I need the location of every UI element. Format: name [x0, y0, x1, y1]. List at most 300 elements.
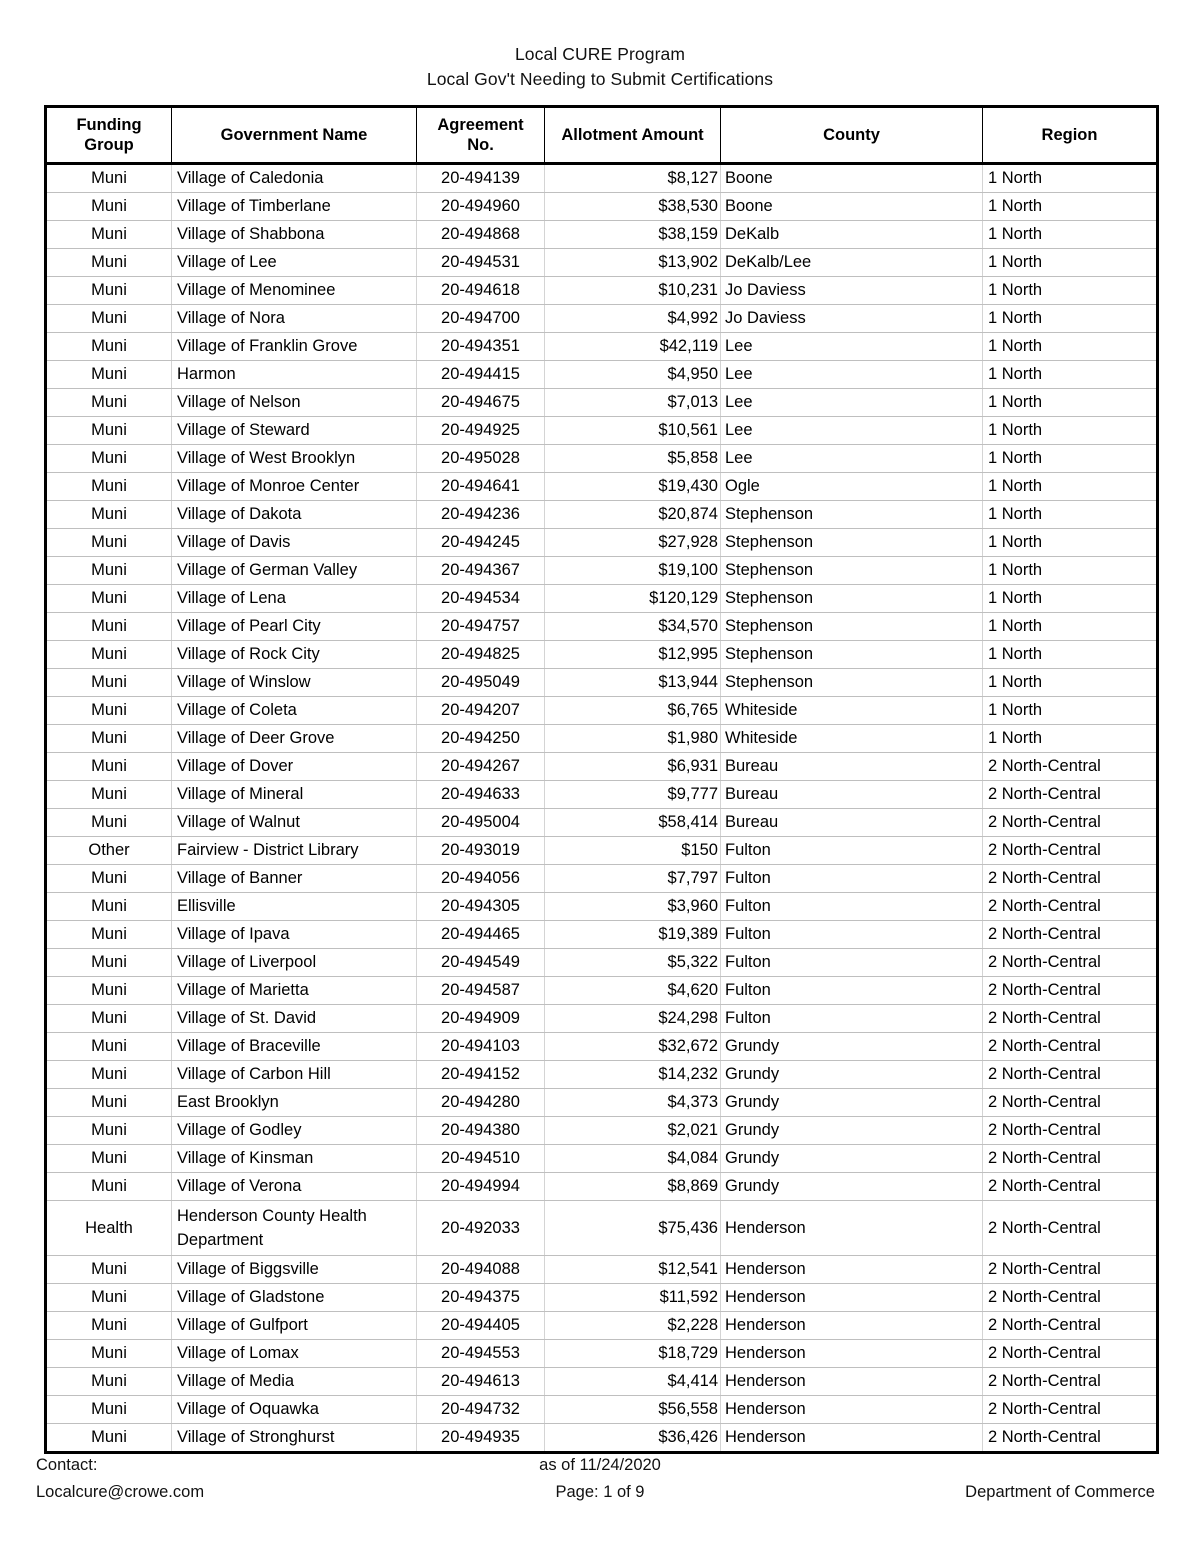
table-row — [46, 1284, 1158, 1312]
cell-government-name: Ellisville — [172, 893, 417, 921]
table-row — [46, 1396, 1158, 1424]
table-row — [46, 221, 1158, 249]
cell-agreement-no: 20-494415 — [417, 361, 545, 389]
cell-county: Grundy — [721, 1089, 983, 1117]
cell-county: Fulton — [721, 1005, 983, 1033]
cell-allotment-amount: $11,592 — [545, 1284, 721, 1312]
cell-agreement-no: 20-494531 — [417, 249, 545, 277]
cell-region: 1 North — [983, 361, 1158, 389]
cell-funding-group: Muni — [46, 249, 172, 277]
table-row — [46, 585, 1158, 613]
cell-region: 2 North-Central — [983, 837, 1158, 865]
cell-allotment-amount: $18,729 — [545, 1340, 721, 1368]
table-row — [46, 1312, 1158, 1340]
cell-agreement-no: 20-494553 — [417, 1340, 545, 1368]
cell-region: 2 North-Central — [983, 949, 1158, 977]
cell-allotment-amount: $8,869 — [545, 1173, 721, 1201]
table-row — [46, 1424, 1158, 1453]
cell-agreement-no: 20-494375 — [417, 1284, 545, 1312]
cell-agreement-no: 20-494613 — [417, 1368, 545, 1396]
cell-region: 2 North-Central — [983, 1033, 1158, 1061]
cell-agreement-no: 20-494139 — [417, 164, 545, 193]
cell-region: 2 North-Central — [983, 1424, 1158, 1453]
cell-county: Henderson — [721, 1201, 983, 1256]
cell-county: Lee — [721, 389, 983, 417]
cell-region: 2 North-Central — [983, 1005, 1158, 1033]
cell-agreement-no: 20-495049 — [417, 669, 545, 697]
cell-agreement-no: 20-494267 — [417, 753, 545, 781]
cell-agreement-no: 20-494994 — [417, 1173, 545, 1201]
cell-region: 1 North — [983, 613, 1158, 641]
cell-funding-group: Other — [46, 837, 172, 865]
cell-funding-group: Muni — [46, 1368, 172, 1396]
cell-region: 2 North-Central — [983, 921, 1158, 949]
cell-county: Henderson — [721, 1284, 983, 1312]
cell-allotment-amount: $56,558 — [545, 1396, 721, 1424]
cell-county: Stephenson — [721, 585, 983, 613]
cell-funding-group: Health — [46, 1201, 172, 1256]
cell-government-name: Village of Deer Grove — [172, 725, 417, 753]
cell-funding-group: Muni — [46, 921, 172, 949]
cell-agreement-no: 20-494510 — [417, 1145, 545, 1173]
cell-region: 2 North-Central — [983, 809, 1158, 837]
cell-funding-group: Muni — [46, 697, 172, 725]
cell-region: 1 North — [983, 725, 1158, 753]
cell-funding-group: Muni — [46, 1117, 172, 1145]
table-row — [46, 613, 1158, 641]
cell-region: 1 North — [983, 305, 1158, 333]
table-row — [46, 753, 1158, 781]
certifications-table-wrapper — [44, 105, 1156, 1454]
table-row — [46, 361, 1158, 389]
cell-funding-group: Muni — [46, 417, 172, 445]
column-header-government-name: Government Name — [172, 107, 417, 164]
table-row — [46, 305, 1158, 333]
cell-county: Henderson — [721, 1424, 983, 1453]
page-footer — [0, 1452, 1200, 1532]
cell-allotment-amount: $75,436 — [545, 1201, 721, 1256]
cell-government-name: Village of Dakota — [172, 501, 417, 529]
table-row — [46, 249, 1158, 277]
cell-county: Jo Daviess — [721, 305, 983, 333]
cell-funding-group: Muni — [46, 1005, 172, 1033]
table-row — [46, 445, 1158, 473]
table-row — [46, 1117, 1158, 1145]
cell-government-name: Village of Marietta — [172, 977, 417, 1005]
cell-region: 1 North — [983, 501, 1158, 529]
cell-region: 2 North-Central — [983, 977, 1158, 1005]
cell-region: 1 North — [983, 193, 1158, 221]
cell-allotment-amount: $38,530 — [545, 193, 721, 221]
table-row — [46, 1061, 1158, 1089]
cell-funding-group: Muni — [46, 1396, 172, 1424]
cell-allotment-amount: $32,672 — [545, 1033, 721, 1061]
cell-government-name: Village of Media — [172, 1368, 417, 1396]
cell-government-name: Village of Liverpool — [172, 949, 417, 977]
column-header-agreement-no-line2: No. — [467, 136, 494, 154]
cell-funding-group: Muni — [46, 809, 172, 837]
table-row — [46, 1256, 1158, 1284]
table-row — [46, 1145, 1158, 1173]
cell-agreement-no: 20-492033 — [417, 1201, 545, 1256]
footer-row-top — [0, 1452, 1200, 1479]
cell-agreement-no: 20-494925 — [417, 417, 545, 445]
cell-agreement-no: 20-494088 — [417, 1256, 545, 1284]
cell-county: Fulton — [721, 921, 983, 949]
cell-agreement-no: 20-494909 — [417, 1005, 545, 1033]
cell-agreement-no: 20-494245 — [417, 529, 545, 557]
cell-allotment-amount: $3,960 — [545, 893, 721, 921]
cell-county: Fulton — [721, 865, 983, 893]
table-row — [46, 669, 1158, 697]
footer-contact-label: Contact: — [36, 1456, 98, 1474]
cell-funding-group: Muni — [46, 1312, 172, 1340]
cell-allotment-amount: $4,084 — [545, 1145, 721, 1173]
cell-region: 2 North-Central — [983, 1173, 1158, 1201]
table-row — [46, 501, 1158, 529]
column-header-agreement-no-line1: Agreement — [437, 116, 524, 134]
cell-region: 1 North — [983, 473, 1158, 501]
cell-county: Bureau — [721, 781, 983, 809]
cell-agreement-no: 20-494351 — [417, 333, 545, 361]
table-row — [46, 725, 1158, 753]
table-row — [46, 1368, 1158, 1396]
cell-funding-group: Muni — [46, 193, 172, 221]
cell-region: 1 North — [983, 221, 1158, 249]
cell-funding-group: Muni — [46, 333, 172, 361]
cell-county: Lee — [721, 445, 983, 473]
cell-funding-group: Muni — [46, 585, 172, 613]
cell-funding-group: Muni — [46, 1145, 172, 1173]
cell-allotment-amount: $19,100 — [545, 557, 721, 585]
cell-county: Fulton — [721, 837, 983, 865]
cell-allotment-amount: $150 — [545, 837, 721, 865]
cell-funding-group: Muni — [46, 1173, 172, 1201]
cell-government-name: Village of Caledonia — [172, 164, 417, 193]
table-row — [46, 277, 1158, 305]
cell-county: DeKalb — [721, 221, 983, 249]
cell-government-name: Village of Verona — [172, 1173, 417, 1201]
cell-allotment-amount: $36,426 — [545, 1424, 721, 1453]
cell-agreement-no: 20-495004 — [417, 809, 545, 837]
table-row — [46, 1340, 1158, 1368]
cell-region: 2 North-Central — [983, 1061, 1158, 1089]
cell-county: Fulton — [721, 893, 983, 921]
cell-region: 2 North-Central — [983, 865, 1158, 893]
cell-agreement-no: 20-494618 — [417, 277, 545, 305]
cell-agreement-no: 20-494103 — [417, 1033, 545, 1061]
column-header-allotment-amount: Allotment Amount — [545, 107, 721, 164]
cell-funding-group: Muni — [46, 445, 172, 473]
cell-funding-group: Muni — [46, 473, 172, 501]
cell-allotment-amount: $8,127 — [545, 164, 721, 193]
table-row — [46, 949, 1158, 977]
cell-allotment-amount: $7,797 — [545, 865, 721, 893]
cell-funding-group: Muni — [46, 781, 172, 809]
cell-funding-group: Muni — [46, 725, 172, 753]
cell-agreement-no: 20-494465 — [417, 921, 545, 949]
cell-government-name: Village of Ipava — [172, 921, 417, 949]
cell-government-name: Village of Banner — [172, 865, 417, 893]
cell-agreement-no: 20-494935 — [417, 1424, 545, 1453]
cell-agreement-no: 20-494757 — [417, 613, 545, 641]
cell-allotment-amount: $19,430 — [545, 473, 721, 501]
cell-county: Grundy — [721, 1117, 983, 1145]
cell-region: 2 North-Central — [983, 1284, 1158, 1312]
cell-county: Boone — [721, 193, 983, 221]
cell-agreement-no: 20-494825 — [417, 641, 545, 669]
cell-region: 1 North — [983, 417, 1158, 445]
cell-government-name: Village of West Brooklyn — [172, 445, 417, 473]
cell-government-name: Village of Winslow — [172, 669, 417, 697]
table-row — [46, 921, 1158, 949]
cell-allotment-amount: $1,980 — [545, 725, 721, 753]
cell-agreement-no: 20-494641 — [417, 473, 545, 501]
footer-page-number: Page: 1 of 9 — [555, 1483, 645, 1501]
table-row — [46, 333, 1158, 361]
cell-funding-group: Muni — [46, 221, 172, 249]
cell-funding-group: Muni — [46, 613, 172, 641]
cell-funding-group: Muni — [46, 1284, 172, 1312]
cell-county: Bureau — [721, 809, 983, 837]
cell-allotment-amount: $5,858 — [545, 445, 721, 473]
cell-allotment-amount: $58,414 — [545, 809, 721, 837]
cell-agreement-no: 20-494732 — [417, 1396, 545, 1424]
cell-agreement-no: 20-494367 — [417, 557, 545, 585]
cell-allotment-amount: $4,414 — [545, 1368, 721, 1396]
cell-region: 2 North-Central — [983, 781, 1158, 809]
cell-agreement-no: 20-494250 — [417, 725, 545, 753]
cell-agreement-no: 20-494587 — [417, 977, 545, 1005]
cell-region: 2 North-Central — [983, 1256, 1158, 1284]
cell-government-name: Village of Braceville — [172, 1033, 417, 1061]
cell-agreement-no: 20-494405 — [417, 1312, 545, 1340]
cell-funding-group: Muni — [46, 529, 172, 557]
table-row — [46, 837, 1158, 865]
cell-allotment-amount: $13,902 — [545, 249, 721, 277]
table-row — [46, 893, 1158, 921]
cell-allotment-amount: $7,013 — [545, 389, 721, 417]
cell-region: 2 North-Central — [983, 1312, 1158, 1340]
cell-region: 1 North — [983, 333, 1158, 361]
table-row — [46, 1005, 1158, 1033]
cell-funding-group: Muni — [46, 501, 172, 529]
cell-funding-group: Muni — [46, 1033, 172, 1061]
cell-government-name: Village of Pearl City — [172, 613, 417, 641]
cell-government-name: Village of Franklin Grove — [172, 333, 417, 361]
table-header — [46, 107, 1158, 164]
cell-funding-group: Muni — [46, 1424, 172, 1453]
cell-agreement-no: 20-494633 — [417, 781, 545, 809]
cell-government-name: Village of Kinsman — [172, 1145, 417, 1173]
column-header-funding-group — [46, 107, 172, 164]
cell-allotment-amount: $38,159 — [545, 221, 721, 249]
cell-government-name: Village of Walnut — [172, 809, 417, 837]
cell-agreement-no: 20-494380 — [417, 1117, 545, 1145]
cell-government-name: Village of Shabbona — [172, 221, 417, 249]
cell-allotment-amount: $27,928 — [545, 529, 721, 557]
cell-government-name: Village of Gulfport — [172, 1312, 417, 1340]
column-header-agreement-no — [417, 107, 545, 164]
cell-allotment-amount: $5,322 — [545, 949, 721, 977]
cell-agreement-no: 20-493019 — [417, 837, 545, 865]
cell-agreement-no: 20-494868 — [417, 221, 545, 249]
cell-region: 1 North — [983, 557, 1158, 585]
cell-government-name: Village of Steward — [172, 417, 417, 445]
table-row — [46, 529, 1158, 557]
cell-allotment-amount: $42,119 — [545, 333, 721, 361]
cell-government-name: Village of Biggsville — [172, 1256, 417, 1284]
cell-region: 1 North — [983, 445, 1158, 473]
cell-county: Lee — [721, 417, 983, 445]
cell-funding-group: Muni — [46, 893, 172, 921]
cell-county: Grundy — [721, 1033, 983, 1061]
cell-allotment-amount: $19,389 — [545, 921, 721, 949]
cell-county: Boone — [721, 164, 983, 193]
cell-allotment-amount: $6,931 — [545, 753, 721, 781]
cell-government-name: Village of Dover — [172, 753, 417, 781]
column-header-funding-group-line1: Funding — [76, 116, 142, 134]
cell-region: 2 North-Central — [983, 1145, 1158, 1173]
cell-funding-group: Muni — [46, 669, 172, 697]
cell-allotment-amount: $10,231 — [545, 277, 721, 305]
cell-government-name: Fairview - District Library — [172, 837, 417, 865]
cell-region: 1 North — [983, 669, 1158, 697]
cell-allotment-amount: $4,620 — [545, 977, 721, 1005]
cell-allotment-amount: $120,129 — [545, 585, 721, 613]
cell-government-name: Village of Monroe Center — [172, 473, 417, 501]
cell-allotment-amount: $2,021 — [545, 1117, 721, 1145]
footer-as-of-date: as of 11/24/2020 — [539, 1456, 661, 1474]
cell-allotment-amount: $4,992 — [545, 305, 721, 333]
cell-government-name: Village of Lena — [172, 585, 417, 613]
cell-allotment-amount: $4,373 — [545, 1089, 721, 1117]
table-row — [46, 865, 1158, 893]
table-header-row — [46, 107, 1158, 164]
cell-county: Stephenson — [721, 557, 983, 585]
cell-government-name: Harmon — [172, 361, 417, 389]
cell-region: 1 North — [983, 641, 1158, 669]
cell-county: Grundy — [721, 1061, 983, 1089]
cell-government-name: Village of Timberlane — [172, 193, 417, 221]
cell-government-name: Village of Nelson — [172, 389, 417, 417]
certifications-table — [44, 105, 1159, 1454]
table-row — [46, 1033, 1158, 1061]
cell-region: 2 North-Central — [983, 1368, 1158, 1396]
cell-county: Grundy — [721, 1173, 983, 1201]
cell-county: Fulton — [721, 977, 983, 1005]
cell-region: 1 North — [983, 249, 1158, 277]
cell-region: 1 North — [983, 585, 1158, 613]
cell-region: 2 North-Central — [983, 1089, 1158, 1117]
cell-county: Bureau — [721, 753, 983, 781]
cell-funding-group: Muni — [46, 1089, 172, 1117]
cell-county: DeKalb/Lee — [721, 249, 983, 277]
cell-county: Stephenson — [721, 669, 983, 697]
cell-funding-group: Muni — [46, 389, 172, 417]
document-title-block — [0, 0, 1200, 92]
cell-agreement-no: 20-494534 — [417, 585, 545, 613]
cell-county: Henderson — [721, 1312, 983, 1340]
cell-county: Stephenson — [721, 613, 983, 641]
cell-agreement-no: 20-494675 — [417, 389, 545, 417]
table-row — [46, 557, 1158, 585]
page-title: Local CURE Program — [514, 44, 686, 64]
cell-government-name: Village of Godley — [172, 1117, 417, 1145]
cell-region: 2 North-Central — [983, 1117, 1158, 1145]
footer-row-bottom — [0, 1479, 1200, 1506]
cell-funding-group: Muni — [46, 305, 172, 333]
table-row — [46, 1173, 1158, 1201]
table-row — [46, 697, 1158, 725]
footer-contact-email[interactable]: Localcure@crowe.com — [36, 1483, 205, 1501]
cell-government-name: Village of Davis — [172, 529, 417, 557]
cell-funding-group: Muni — [46, 977, 172, 1005]
cell-agreement-no: 20-494152 — [417, 1061, 545, 1089]
cell-government-name: Village of Stronghurst — [172, 1424, 417, 1453]
cell-county: Henderson — [721, 1256, 983, 1284]
cell-allotment-amount: $24,298 — [545, 1005, 721, 1033]
cell-region: 2 North-Central — [983, 1396, 1158, 1424]
footer-department: Department of Commerce — [965, 1483, 1155, 1501]
cell-region: 1 North — [983, 529, 1158, 557]
table-row — [46, 1089, 1158, 1117]
cell-agreement-no: 20-494207 — [417, 697, 545, 725]
cell-funding-group: Muni — [46, 1256, 172, 1284]
cell-government-name: East Brooklyn — [172, 1089, 417, 1117]
cell-funding-group: Muni — [46, 277, 172, 305]
cell-county: Lee — [721, 361, 983, 389]
cell-region: 2 North-Central — [983, 1340, 1158, 1368]
table-row — [46, 641, 1158, 669]
table-row — [46, 1201, 1158, 1256]
cell-funding-group: Muni — [46, 753, 172, 781]
cell-county: Whiteside — [721, 697, 983, 725]
cell-agreement-no: 20-495028 — [417, 445, 545, 473]
cell-county: Stephenson — [721, 501, 983, 529]
cell-agreement-no: 20-494960 — [417, 193, 545, 221]
cell-government-name: Village of Nora — [172, 305, 417, 333]
cell-county: Henderson — [721, 1396, 983, 1424]
table-row — [46, 164, 1158, 193]
cell-region: 2 North-Central — [983, 893, 1158, 921]
cell-funding-group: Muni — [46, 361, 172, 389]
cell-agreement-no: 20-494280 — [417, 1089, 545, 1117]
cell-allotment-amount: $10,561 — [545, 417, 721, 445]
cell-county: Whiteside — [721, 725, 983, 753]
cell-government-name: Village of Rock City — [172, 641, 417, 669]
cell-funding-group: Muni — [46, 641, 172, 669]
cell-county: Lee — [721, 333, 983, 361]
cell-agreement-no: 20-494700 — [417, 305, 545, 333]
table-row — [46, 809, 1158, 837]
cell-funding-group: Muni — [46, 557, 172, 585]
cell-allotment-amount: $13,944 — [545, 669, 721, 697]
cell-allotment-amount: $12,995 — [545, 641, 721, 669]
cell-county: Henderson — [721, 1340, 983, 1368]
table-row — [46, 417, 1158, 445]
cell-region: 1 North — [983, 277, 1158, 305]
cell-government-name: Village of Mineral — [172, 781, 417, 809]
cell-funding-group: Muni — [46, 1061, 172, 1089]
cell-county: Henderson — [721, 1368, 983, 1396]
cell-government-name: Village of German Valley — [172, 557, 417, 585]
table-row — [46, 473, 1158, 501]
cell-allotment-amount: $2,228 — [545, 1312, 721, 1340]
cell-region: 1 North — [983, 697, 1158, 725]
table-row — [46, 781, 1158, 809]
cell-county: Stephenson — [721, 529, 983, 557]
